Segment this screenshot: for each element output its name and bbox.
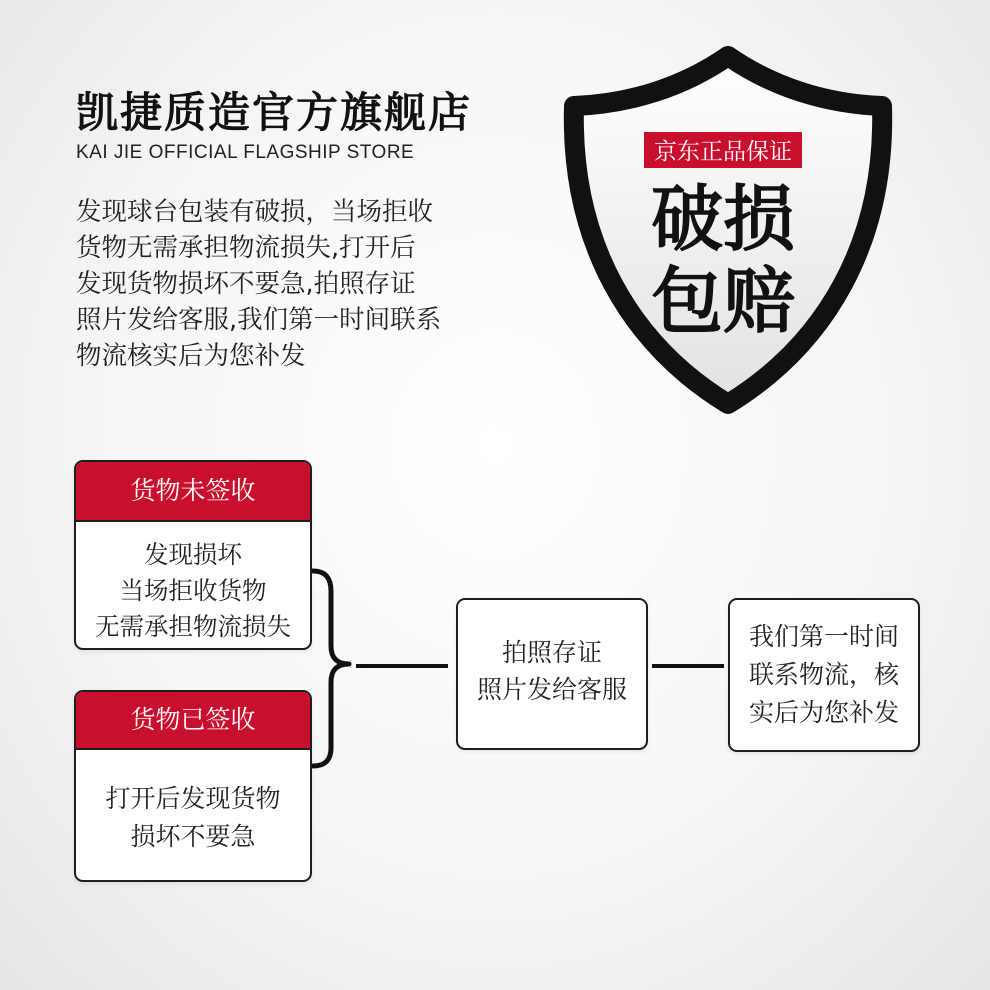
resolution-box — [728, 598, 920, 752]
description-line: 发现球台包装有破损，当场拒收 — [76, 197, 434, 227]
bracket-connector — [313, 571, 349, 766]
store-subtitle: KAI JIE OFFICIAL FLAGSHIP STORE — [76, 142, 415, 163]
photo-evidence-body — [458, 600, 646, 708]
photo-evidence-line: 拍照存证 — [501, 638, 602, 667]
badge-label: 京东正品保证 — [654, 139, 792, 165]
unsigned-goods-line: 发现损坏 — [144, 540, 242, 569]
badge-line-1: 破损 — [650, 177, 796, 261]
signed-goods-body — [76, 750, 310, 856]
unsigned-goods-header: 货物未签收 — [76, 462, 310, 522]
signed-goods-line: 打开后发现货物 — [105, 784, 281, 813]
description-line: 物流核实后为您补发 — [76, 341, 306, 371]
photo-evidence-line: 照片发给客服 — [476, 675, 627, 704]
badge-line-2: 包赔 — [650, 259, 796, 343]
resolution-body — [730, 600, 918, 732]
signed-goods-line: 损坏不要急 — [130, 822, 256, 851]
description-line: 照片发给客服,我们第一时间联系 — [76, 305, 442, 335]
description-line: 货物无需承担物流损失,打开后 — [76, 233, 416, 263]
description-line: 发现货物损坏不要急,拍照存证 — [76, 269, 416, 299]
resolution-line: 我们第一时间 — [748, 622, 899, 651]
signed-goods-header: 货物已签收 — [76, 692, 310, 750]
unsigned-goods-line: 无需承担物流损失 — [95, 612, 291, 641]
photo-evidence-box — [456, 598, 648, 750]
unsigned-goods-box — [74, 460, 312, 650]
unsigned-goods-line: 当场拒收货物 — [119, 576, 267, 605]
store-title: 凯捷质造官方旗舰店 — [76, 88, 473, 137]
unsigned-goods-body — [76, 522, 310, 645]
resolution-line: 联系物流，核 — [748, 660, 899, 689]
signed-goods-box — [74, 690, 312, 882]
resolution-line: 实后为您补发 — [748, 698, 899, 727]
